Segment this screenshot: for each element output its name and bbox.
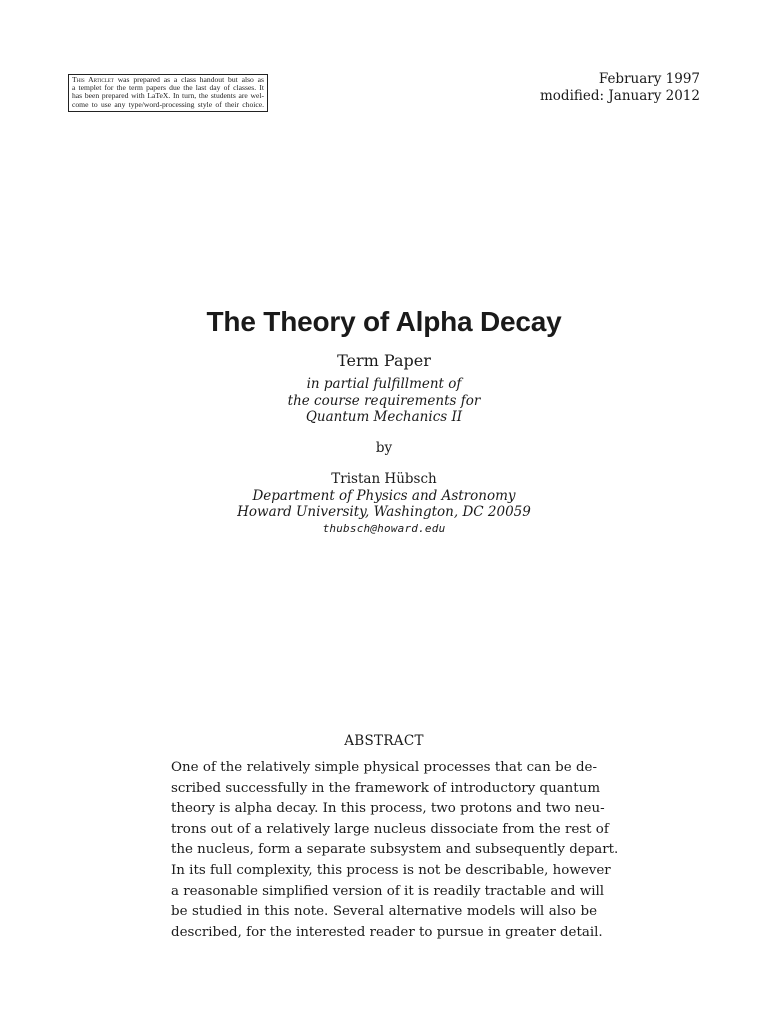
abstract-line: One of the relatively simple physical processes that can be de- [171,760,597,775]
fulfillment-statement [0,376,768,426]
articlet-label: This Articlet [72,75,114,84]
note-line-2: a templet for the term papers due the last day of classes. It [72,83,264,93]
abstract-line: theory is alpha decay. In this process, two protons and two neu- [171,801,605,817]
author-university: Howard University, Washington, DC 20059 [237,504,531,520]
paper-title: The Theory of Alpha Decay [206,306,562,337]
author-email: thubsch@howard.edu [322,521,446,535]
date-block [540,71,700,105]
abstract-line: described, for the interested reader to pursue in greater detail. [171,924,603,940]
fulfillment-line-3: Quantum Mechanics II [305,409,463,425]
abstract-heading: ABSTRACT [344,733,424,749]
abstract-line: be studied in this note. Several alternative models will also be [171,904,597,920]
abstract-line: scribed successfully in the framework of introductory quantum [171,780,601,796]
fulfillment-line-2: the course requirements for [287,392,481,409]
author-department: Department of Physics and Astronomy [252,487,516,504]
abstract-line: a reasonable simplified version of it is readily tractable and will [171,883,605,899]
abstract-line: the nucleus, form a separate subsystem and subsequently depart. [171,842,619,858]
paper-subtitle: Term Paper [337,351,431,370]
note-line-3: has been prepared with LaTeX. In turn, the students are wel- [72,91,264,101]
abstract-line: trons out of a relatively large nucleus dissociate from the rest of [171,821,609,837]
note-line-4: come to use any type/word-processing style of their choice. [72,99,264,109]
title-block [0,300,768,537]
fulfillment-line-1: in partial fulfillment of [306,376,462,392]
by-label: by [375,439,393,456]
abstract-line: In its full complexity, this process is not be describable, however [171,862,611,878]
author-name: Tristan Hübsch [331,470,437,487]
note-line-1-text: was prepared as a class handout but also as [113,75,264,84]
original-date: February 1997 [598,71,700,87]
modified-date: modified: January 2012 [540,88,700,104]
abstract-text [171,758,619,943]
handout-note-box [68,74,268,112]
